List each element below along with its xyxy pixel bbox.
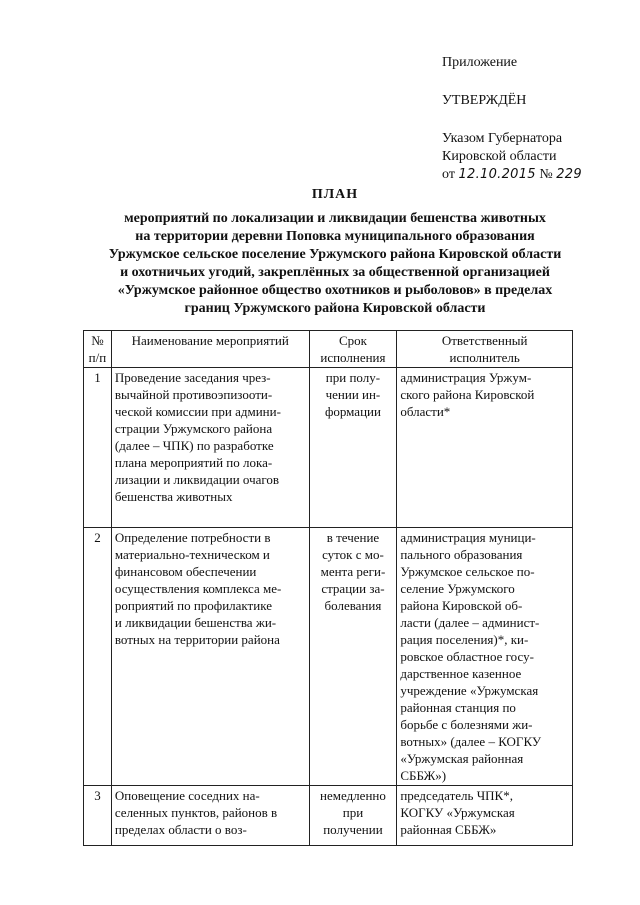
responsible-line: Уржумское сельское по-	[400, 564, 535, 579]
row-number: 1	[94, 370, 101, 385]
decree-date-number	[442, 166, 632, 184]
measure-line: Оповещение соседних на-	[114, 788, 260, 803]
plan-subtitle-line: границ Уржумского района Кировской области	[184, 301, 486, 316]
responsible-line: района Кировской об-	[400, 598, 523, 613]
responsible-line: вотных» (далее – КОГКУ	[400, 734, 542, 749]
header-resp-line: Ответственный	[441, 333, 528, 348]
plan-subtitle-line: Уржумское сельское поселение Уржумского района Кировской области	[108, 247, 562, 262]
measure-line: и ликвидации бешенства жи-	[114, 615, 277, 630]
plan-title: ПЛАН	[311, 187, 359, 202]
responsible-line: борьбе с болезнями жи-	[400, 717, 533, 732]
from-label: от	[442, 167, 455, 182]
row-number: 3	[94, 788, 101, 803]
responsible-line: председатель ЧПК*,	[400, 788, 513, 803]
measure-line: лизации и ликвидации очагов	[114, 472, 280, 487]
measure-line: роприятий по профилактике	[114, 598, 272, 613]
row-number-cell	[84, 368, 112, 528]
table-header-row	[84, 331, 573, 368]
measure-line: финансовом обеспечении	[114, 564, 257, 579]
measure-line: вычайной противоэпизооти-	[114, 387, 273, 402]
table-row	[84, 368, 573, 528]
term-line: суток с мо-	[322, 547, 384, 562]
table-row	[84, 786, 573, 846]
term-line: немедленно	[320, 788, 386, 803]
measure-line: страции Уржумского района	[114, 421, 273, 436]
measure-line: (далее – ЧПК) по разработке	[114, 438, 274, 453]
responsible-line: пального образования	[400, 547, 523, 562]
approval-block	[442, 54, 632, 184]
handwritten-number: 229	[556, 167, 582, 182]
term-line: мента реги-	[320, 564, 386, 579]
measure-line: Определение потребности в	[114, 530, 271, 545]
plan-subtitle-line: и охотничьих угодий, закреплённых за общественной организацией	[120, 265, 550, 280]
responsible-line: дарственное казенное	[400, 666, 522, 681]
responsible-line: администрация Уржум-	[400, 370, 532, 385]
responsible-line: СББЖ»)	[400, 768, 447, 783]
number-label: №	[539, 167, 553, 182]
responsible-line: ласти (далее – админист-	[400, 615, 540, 630]
term-line: при	[342, 805, 364, 820]
term-line: болевания	[324, 598, 382, 613]
measure-line: плана мероприятий по лока-	[114, 455, 273, 470]
header-num-line: №	[91, 333, 104, 348]
responsible-line: районная станция по	[400, 700, 516, 715]
term-cell	[309, 368, 397, 528]
measure-line: осуществления комплекса ме-	[114, 581, 282, 596]
term-line: страции за-	[321, 581, 385, 596]
term-line: при полу-	[325, 370, 381, 385]
responsible-line: районная СББЖ»	[400, 822, 497, 837]
measure-line: пределах области о воз-	[114, 822, 247, 837]
plan-subtitle-line: «Уржумское районное общество охотников и рыболовов» в пределах	[117, 283, 553, 298]
header-resp-line: исполнитель	[449, 350, 520, 365]
plan-heading	[70, 186, 600, 318]
measure-line: бешенства животных	[114, 489, 233, 504]
decree-line-1: Указом Губернатора	[442, 131, 563, 146]
responsible-line: администрация муници-	[400, 530, 536, 545]
term-line: в течение	[326, 530, 380, 545]
header-term	[309, 331, 397, 368]
approved-label: УТВЕРЖДЁН	[442, 93, 527, 108]
header-term-line: исполнения	[320, 350, 386, 365]
measure-line: селенных пунктов, районов в	[114, 805, 278, 820]
responsible-line: ровское областное госу-	[400, 649, 534, 664]
term-line: чении ин-	[325, 387, 381, 402]
decree-line-2: Кировской области	[442, 149, 557, 164]
plan-table-body	[84, 368, 573, 846]
term-cell	[309, 528, 397, 786]
responsible-cell	[397, 786, 573, 846]
responsible-line: области*	[400, 404, 451, 419]
plan-table	[83, 330, 573, 846]
term-line: формации	[324, 404, 381, 419]
header-num-line: п/п	[88, 350, 107, 365]
measure-line: материально-техническом и	[114, 547, 270, 562]
measure-cell	[111, 528, 309, 786]
plan-subtitle-line: на территории деревни Поповка муниципального образования	[135, 229, 535, 244]
measure-line: Проведение заседания чрез-	[114, 370, 271, 385]
row-number-cell	[84, 786, 112, 846]
responsible-cell	[397, 528, 573, 786]
responsible-cell	[397, 368, 573, 528]
row-number-cell	[84, 528, 112, 786]
responsible-line: «Уржумская районная	[400, 751, 524, 766]
measure-line: вотных на территории района	[114, 632, 280, 647]
responsible-line: ского района Кировской	[400, 387, 535, 402]
header-term-line: Срок	[338, 333, 367, 348]
appendix-label: Приложение	[442, 55, 518, 70]
measure-cell	[111, 786, 309, 846]
responsible-line: селение Уржумского	[400, 581, 515, 596]
responsible-line: учреждение «Уржумская	[400, 683, 539, 698]
header-num	[84, 331, 112, 368]
term-line: получении	[323, 822, 383, 837]
table-row	[84, 528, 573, 786]
measure-cell	[111, 368, 309, 528]
plan-subtitle-line: мероприятий по локализации и ликвидации бешенства животных	[124, 211, 546, 226]
handwritten-date: 12.10.2015	[458, 167, 536, 182]
header-name-line: Наименование мероприятий	[131, 333, 289, 348]
responsible-line: КОГКУ «Уржумская	[400, 805, 515, 820]
header-resp	[397, 331, 573, 368]
responsible-line: рация поселения)*, ки-	[400, 632, 529, 647]
term-cell	[309, 786, 397, 846]
measure-line: ческой комиссии при админи-	[114, 404, 281, 419]
row-number: 2	[94, 530, 101, 545]
header-name	[111, 331, 309, 368]
